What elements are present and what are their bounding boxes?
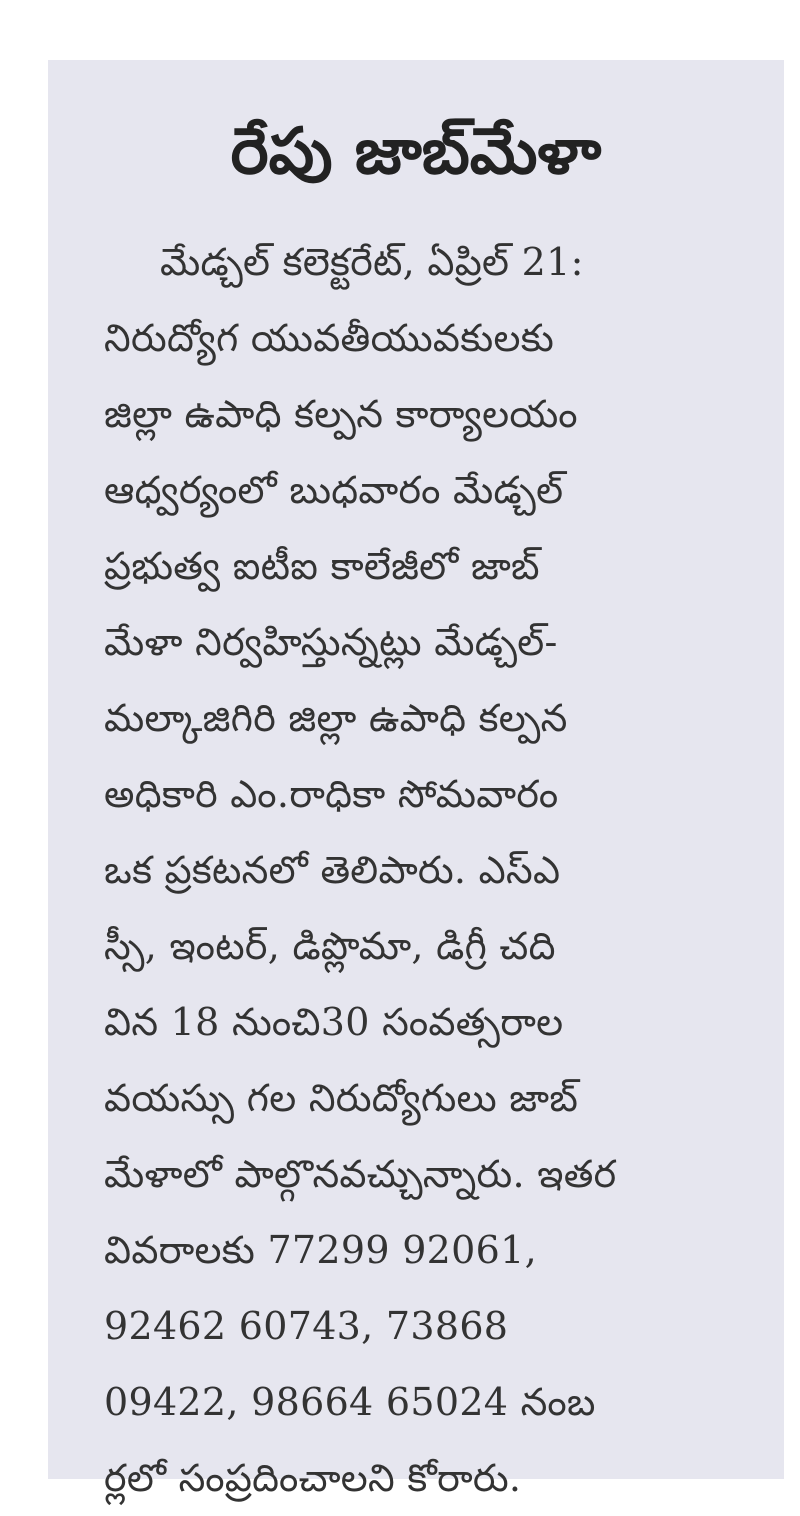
article-line: మల్కాజిగిరి జిల్లా ఉపాధి కల్పన	[104, 696, 568, 740]
article-line: స్సీ, ఇంటర్, డిప్లొమా, డిగ్రీ చది	[104, 924, 556, 968]
article-line: వివరాలకు 77299 92061,	[104, 1228, 537, 1272]
article-line: ప్రభుత్వ ఐటీఐ కాలేజీలో జాబ్	[104, 544, 540, 588]
article-line: మేడ్చల్ కలెక్టరేట్, ఏప్రిల్ 21:	[160, 240, 584, 284]
article-line: ఆధ్వర్యంలో బుధవారం మేడ్చల్	[104, 468, 564, 512]
article-line: విన 18 నుంచి30 సంవత్సరాల	[104, 1000, 564, 1044]
article-line: మేళా నిర్వహిస్తున్నట్లు మేడ్చల్-	[104, 620, 558, 664]
article-line: అధికారి ఎం.రాధికా సోమవారం	[104, 772, 559, 816]
article-line: 09422, 98664 65024 నంబ	[104, 1380, 596, 1424]
article-line: జిల్లా ఉపాధి కల్పన కార్యాలయం	[104, 392, 578, 436]
article-line: నిరుద్యోగ యువతీయువకులకు	[104, 316, 555, 360]
news-clipping	[48, 60, 784, 1500]
headline: రేపు జాబ్‌మేళా	[230, 115, 602, 189]
article-line: ఒక ప్రకటనలో తెలిపారు. ఎస్ఎ	[104, 848, 561, 892]
article-line: మేళాలో పాల్గొనవచ్చున్నారు. ఇతర	[104, 1152, 617, 1196]
article-line: ర్లలో సంప్రదించాలని కోరారు.	[104, 1456, 522, 1500]
article-line: వయస్సు గల నిరుద్యోగులు జాబ్	[104, 1076, 579, 1120]
article-body	[104, 224, 724, 1516]
article-line: 92462 60743, 73868	[104, 1304, 509, 1348]
